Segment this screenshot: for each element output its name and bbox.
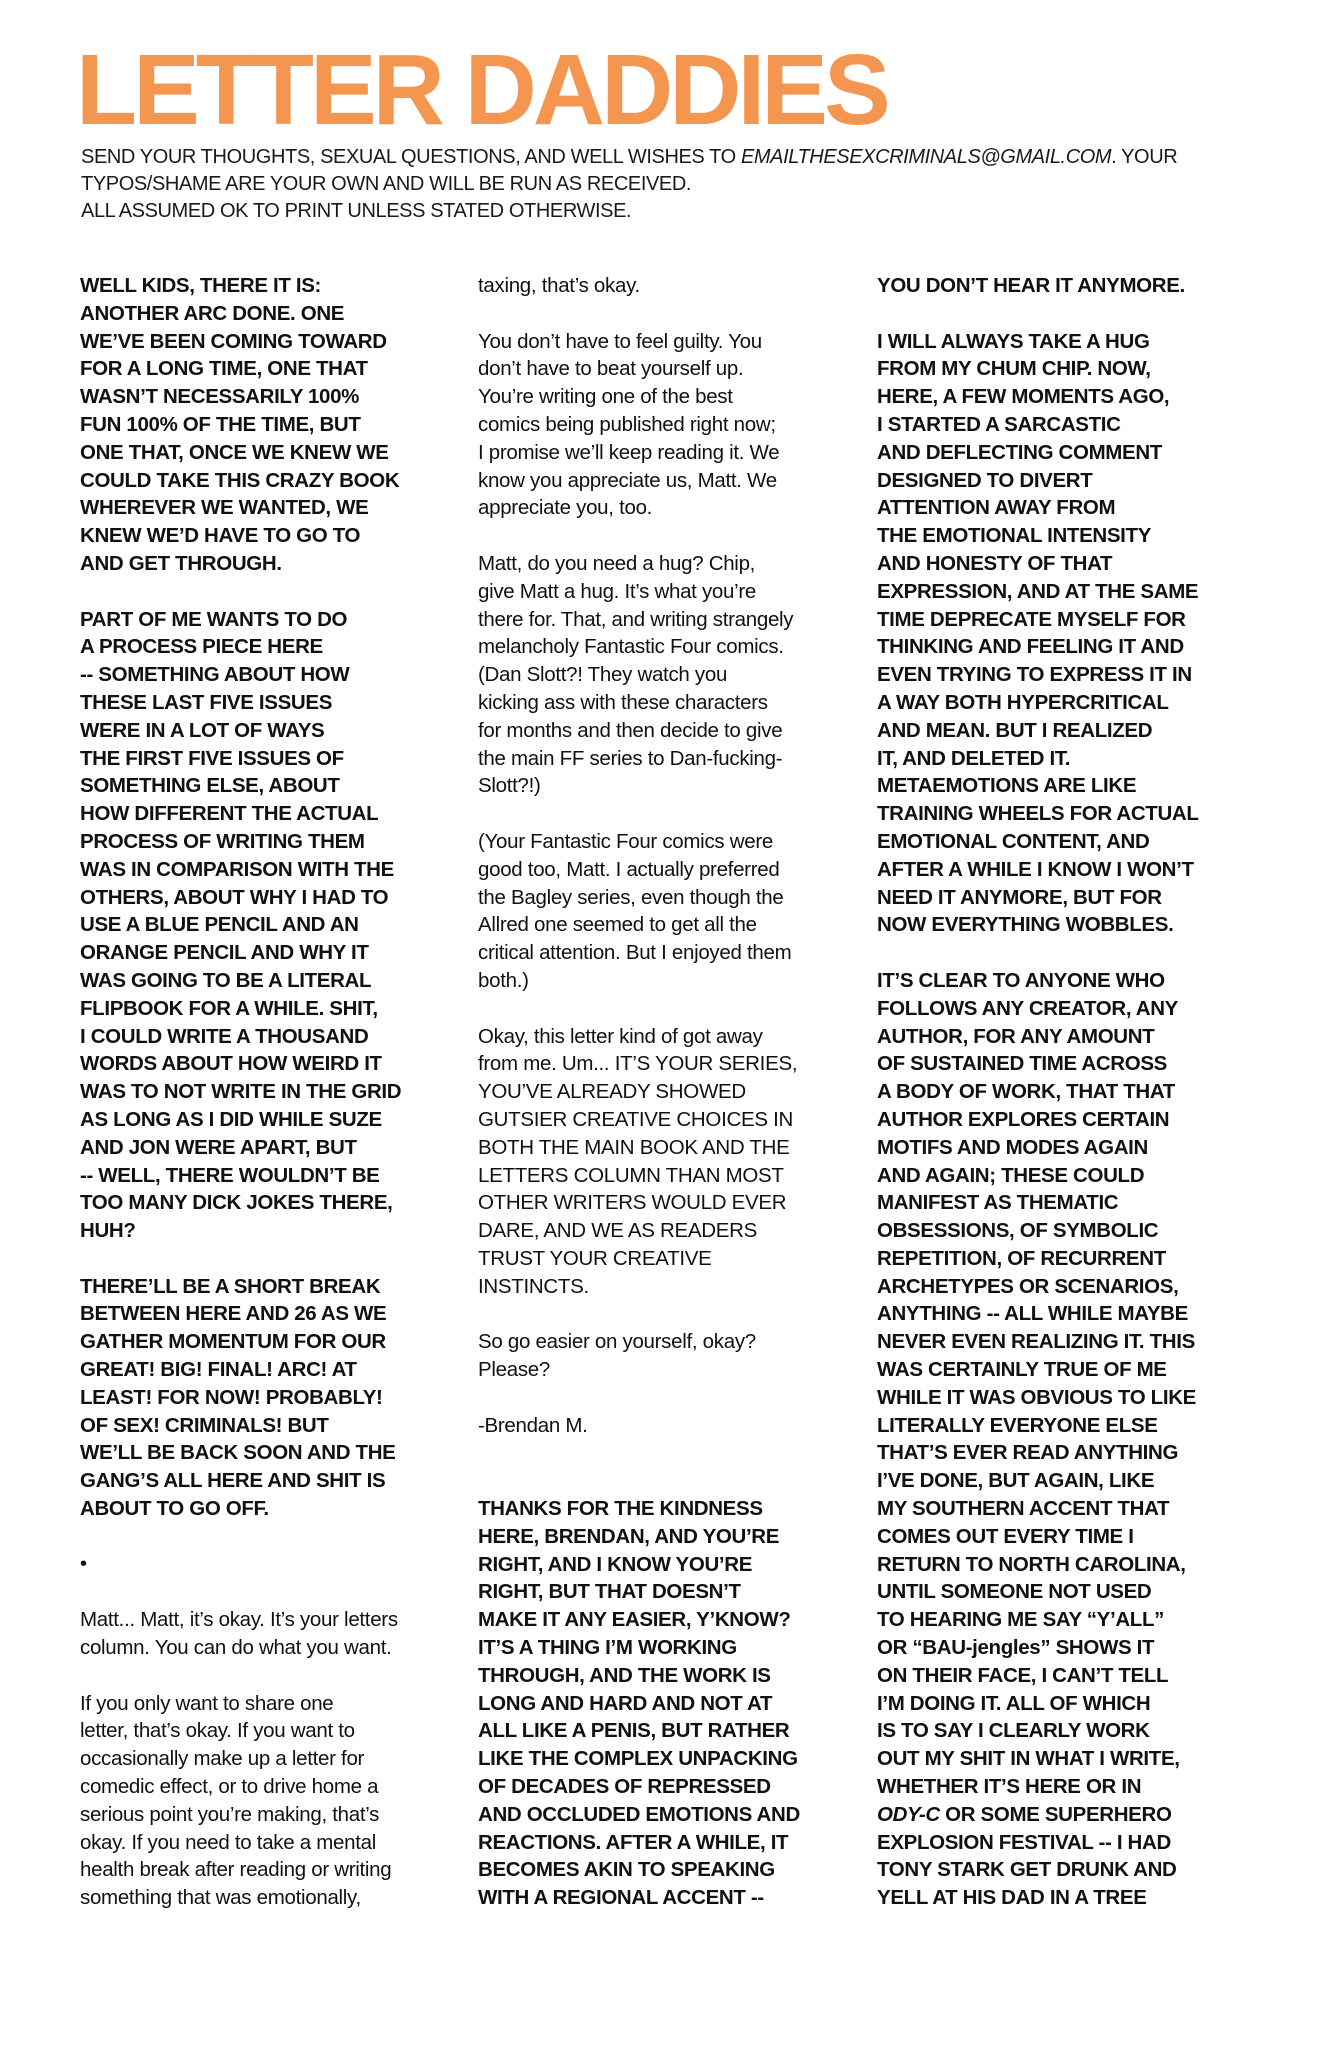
- text-line: IT’S A THING I’M WORKING: [478, 1636, 737, 1660]
- letter-paragraph: [478, 328, 868, 523]
- text-line: the Bagley series, even though the: [478, 885, 784, 909]
- editor-response-paragraph: [877, 272, 1267, 300]
- text-line: WHILE IT WAS OBVIOUS TO LIKE: [877, 1385, 1196, 1409]
- text-line: LEAST! FOR NOW! PROBABLY!: [80, 1385, 383, 1409]
- text-line: okay. If you need to take a mental: [80, 1830, 376, 1854]
- text-line: Okay, this letter kind of got away: [478, 1024, 763, 1048]
- text-line: AND GET THROUGH.: [80, 551, 282, 575]
- text-line: OUT MY SHIT IN WHAT I WRITE,: [877, 1747, 1180, 1771]
- italic-title: ODY-C: [877, 1802, 940, 1826]
- text-line: INSTINCTS.: [478, 1274, 589, 1298]
- text-line: ARCHETYPES OR SCENARIOS,: [877, 1274, 1179, 1298]
- text-line: taxing, that’s okay.: [478, 274, 640, 297]
- text-line: YELL AT HIS DAD IN A TREE: [877, 1886, 1147, 1910]
- text-line: BECOMES AKIN TO SPEAKING: [478, 1858, 775, 1882]
- text-line: Allred one seemed to get all the: [478, 913, 757, 937]
- text-line: WHETHER IT’S HERE OR IN: [877, 1775, 1142, 1799]
- text-line: AND DEFLECTING COMMENT: [877, 440, 1162, 464]
- text-line: AND OCCLUDED EMOTIONS AND: [478, 1802, 800, 1826]
- text-line: AND MEAN. BUT I REALIZED: [877, 718, 1153, 742]
- text-line: IT’S CLEAR TO ANYONE WHO: [877, 968, 1165, 992]
- text-line: WITH A REGIONAL ACCENT --: [478, 1886, 764, 1910]
- text-line: letter, that’s okay. If you want to: [80, 1719, 355, 1743]
- text-line: EXPLOSION FESTIVAL -- I HAD: [877, 1830, 1171, 1854]
- text-line: there for. That, and writing strangely: [478, 607, 794, 631]
- text-line: DARE, AND WE AS READERS: [478, 1219, 758, 1243]
- text-line: for months and then decide to give: [478, 718, 783, 742]
- text-line: FLIPBOOK FOR A WHILE. SHIT,: [80, 996, 378, 1020]
- line-text: OR SOME SUPERHERO: [939, 1802, 1172, 1826]
- text-line: OTHERS, ABOUT WHY I HAD TO: [80, 885, 389, 909]
- text-line: WE’VE BEEN COMING TOWARD: [80, 329, 387, 353]
- text-line: LETTERS COLUMN THAN MOST: [478, 1163, 784, 1187]
- text-line: AND AGAIN; THESE COULD: [877, 1163, 1145, 1187]
- text-line: something that was emotionally,: [80, 1886, 361, 1910]
- letter-paragraph: [478, 550, 868, 800]
- text-line: I’M DOING IT. ALL OF WHICH: [877, 1691, 1151, 1715]
- text-line: RIGHT, AND I KNOW YOU’RE: [478, 1552, 753, 1576]
- text-line: -Brendan M.: [478, 1413, 588, 1437]
- text-line: HUH?: [80, 1219, 136, 1243]
- instructions-text: . YOUR: [1111, 146, 1178, 168]
- text-line: Matt, do you need a hug? Chip,: [478, 551, 756, 575]
- text-line: GANG’S ALL HERE AND SHIT IS: [80, 1469, 386, 1493]
- text-line: A BODY OF WORK, THAT THAT: [877, 1080, 1175, 1104]
- section-divider-bullet: [80, 1551, 470, 1579]
- text-line: A WAY BOTH HYPERCRITICAL: [877, 690, 1169, 714]
- text-line: If you only want to share one: [80, 1691, 334, 1715]
- text-line: the main FF series to Dan-fucking-: [478, 746, 783, 770]
- text-line: EVEN TRYING TO EXPRESS IT IN: [877, 663, 1192, 687]
- text-line: WAS IN COMPARISON WITH THE: [80, 857, 394, 881]
- text-line: Please?: [478, 1358, 550, 1382]
- editor-response-paragraph: [80, 1273, 470, 1523]
- text-line: FOLLOWS ANY CREATOR, ANY: [877, 996, 1179, 1020]
- text-line: WAS GOING TO BE A LITERAL: [80, 968, 372, 992]
- text-line: REPETITION, OF RECURRENT: [877, 1246, 1166, 1270]
- text-line: Slott?!): [478, 774, 541, 798]
- letter-paragraph: [80, 1690, 470, 1912]
- column-1: [80, 272, 470, 1940]
- text-line: (Dan Slott?! They watch you: [478, 663, 728, 687]
- column-3: [877, 272, 1267, 1940]
- editor-response-paragraph: [478, 1495, 868, 1912]
- text-line: OBSESSIONS, OF SYMBOLIC: [877, 1219, 1159, 1243]
- text-line: ORANGE PENCIL AND WHY IT: [80, 941, 369, 965]
- text-line: comics being published right now;: [478, 412, 776, 436]
- editor-response-paragraph: [80, 272, 470, 578]
- text-line: OTHER WRITERS WOULD EVER: [478, 1191, 787, 1215]
- text-line: WAS CERTAINLY TRUE OF ME: [877, 1358, 1167, 1382]
- text-line: FROM MY CHUM CHIP. NOW,: [877, 357, 1151, 381]
- text-line: ATTENTION AWAY FROM: [877, 496, 1116, 520]
- submission-instructions: [81, 144, 1301, 225]
- letter-paragraph: [478, 1023, 868, 1301]
- page-title: LETTER DADDIES: [76, 34, 887, 146]
- text-line: WERE IN A LOT OF WAYS: [80, 718, 325, 742]
- text-line: ALL LIKE A PENIS, BUT RATHER: [478, 1719, 790, 1743]
- text-line: You’re writing one of the best: [478, 385, 733, 409]
- text-line: MANIFEST AS THEMATIC: [877, 1191, 1119, 1215]
- text-line: melancholy Fantastic Four comics.: [478, 635, 784, 659]
- text-line: YOU DON’T HEAR IT ANYMORE.: [877, 274, 1185, 297]
- text-line: THE EMOTIONAL INTENSITY: [877, 524, 1152, 548]
- text-line: ANYTHING -- ALL WHILE MAYBE: [877, 1302, 1188, 1326]
- text-line: serious point you’re making, that’s: [80, 1802, 380, 1826]
- text-line: I WILL ALWAYS TAKE A HUG: [877, 329, 1150, 353]
- text-line: PROCESS OF WRITING THEM: [80, 829, 365, 853]
- text-line: -- WELL, THERE WOULDN’T BE: [80, 1163, 380, 1187]
- text-line: Matt... Matt, it’s okay. It’s your letters: [80, 1608, 398, 1632]
- text-line: (Your Fantastic Four comics were: [478, 829, 773, 853]
- text-line: PART OF ME WANTS TO DO: [80, 607, 348, 631]
- text-line: THROUGH, AND THE WORK IS: [478, 1663, 771, 1687]
- text-line: FOR A LONG TIME, ONE THAT: [80, 357, 368, 381]
- column-2: [478, 272, 868, 1940]
- text-line: GUTSIER CREATIVE CHOICES IN: [478, 1107, 794, 1131]
- text-line: I STARTED A SARCASTIC: [877, 412, 1121, 436]
- text-line: know you appreciate us, Matt. We: [478, 468, 777, 492]
- text-line: TO HEARING ME SAY “Y’ALL”: [877, 1608, 1165, 1632]
- text-line: YOU’VE ALREADY SHOWED: [478, 1080, 746, 1104]
- text-line: EMOTIONAL CONTENT, AND: [877, 829, 1150, 853]
- text-line: I’VE DONE, BUT AGAIN, LIKE: [877, 1469, 1155, 1493]
- text-line: AND JON WERE APART, BUT: [80, 1135, 357, 1159]
- text-line: SOMETHING ELSE, ABOUT: [80, 774, 340, 798]
- text-line: TONY STARK GET DRUNK AND: [877, 1858, 1177, 1882]
- text-line: BETWEEN HERE AND 26 AS WE: [80, 1302, 387, 1326]
- letter-paragraph: [478, 828, 868, 995]
- text-line: DESIGNED TO DIVERT: [877, 468, 1093, 492]
- text-line: OF SEX! CRIMINALS! BUT: [80, 1413, 329, 1437]
- text-line: THANKS FOR THE KINDNESS: [478, 1497, 763, 1521]
- text-line: I promise we’ll keep reading it. We: [478, 440, 780, 464]
- text-line: THERE’LL BE A SHORT BREAK: [80, 1274, 381, 1298]
- editor-response-paragraph: [80, 606, 470, 1245]
- text-line: COMES OUT EVERY TIME I: [877, 1524, 1134, 1548]
- text-line: HOW DIFFERENT THE ACTUAL: [80, 802, 379, 826]
- text-line: THINKING AND FEELING IT AND: [877, 635, 1184, 659]
- text-line: TOO MANY DICK JOKES THERE,: [80, 1191, 393, 1215]
- text-line: critical attention. But I enjoyed them: [478, 941, 792, 965]
- text-line: IT, AND DELETED IT.: [877, 746, 1071, 770]
- text-line: UNTIL SOMEONE NOT USED: [877, 1580, 1152, 1604]
- text-line: ANOTHER ARC DONE. ONE: [80, 301, 345, 325]
- text-line: REACTIONS. AFTER A WHILE, IT: [478, 1830, 789, 1854]
- editor-response-paragraph: [877, 967, 1267, 1912]
- instructions-line-3: ALL ASSUMED OK TO PRINT UNLESS STATED OTHERWISE.: [81, 200, 632, 222]
- text-line: AND HONESTY OF THAT: [877, 551, 1113, 575]
- text-line: METAEMOTIONS ARE LIKE: [877, 774, 1137, 798]
- instructions-text: SEND YOUR THOUGHTS, SEXUAL QUESTIONS, AND WELL WISHES TO: [81, 146, 741, 168]
- text-line: RETURN TO NORTH CAROLINA,: [877, 1552, 1186, 1576]
- text-line: good too, Matt. I actually preferred: [478, 857, 780, 881]
- text-line: MOTIFS AND MODES AGAIN: [877, 1135, 1148, 1159]
- text-line: So go easier on yourself, okay?: [478, 1330, 756, 1354]
- text-line: GATHER MOMENTUM FOR OUR: [80, 1330, 386, 1354]
- text-line: THE FIRST FIVE ISSUES OF: [80, 746, 344, 770]
- text-line: TRAINING WHEELS FOR ACTUAL: [877, 802, 1199, 826]
- text-line: WHEREVER WE WANTED, WE: [80, 496, 369, 520]
- text-line: MY SOUTHERN ACCENT THAT: [877, 1497, 1170, 1521]
- text-line: LONG AND HARD AND NOT AT: [478, 1691, 773, 1715]
- text-line: LITERALLY EVERYONE ELSE: [877, 1413, 1158, 1437]
- text-line: ABOUT TO GO OFF.: [80, 1497, 269, 1521]
- text-line: comedic effect, or to drive home a: [80, 1775, 379, 1799]
- instructions-line-1: [81, 144, 1301, 171]
- text-line: WAS TO NOT WRITE IN THE GRID: [80, 1080, 402, 1104]
- text-line: OF DECADES OF REPRESSED: [478, 1775, 771, 1799]
- text-line: AS LONG AS I DID WHILE SUZE: [80, 1107, 382, 1131]
- text-line: kicking ass with these characters: [478, 690, 768, 714]
- text-line: -- SOMETHING ABOUT HOW: [80, 663, 350, 687]
- text-line: THESE LAST FIVE ISSUES: [80, 690, 333, 714]
- text-line: RIGHT, BUT THAT DOESN’T: [478, 1580, 741, 1604]
- text-line: ONE THAT, ONCE WE KNEW WE: [80, 440, 389, 464]
- letter-paragraph: [478, 272, 868, 300]
- text-line: KNEW WE’D HAVE TO GO TO: [80, 524, 361, 548]
- text-line: HERE, A FEW MOMENTS AGO,: [877, 385, 1170, 409]
- text-line: AFTER A WHILE I KNOW I WON’T: [877, 857, 1194, 881]
- text-line: NEED IT ANYMORE, BUT FOR: [877, 885, 1162, 909]
- text-line: AUTHOR, FOR ANY AMOUNT: [877, 1024, 1155, 1048]
- text-line: give Matt a hug. It’s what you’re: [478, 579, 757, 603]
- text-line: both.): [478, 968, 529, 992]
- text-line: THAT’S EVER READ ANYTHING: [877, 1441, 1179, 1465]
- editor-response-paragraph: [877, 328, 1267, 940]
- text-line: MAKE IT ANY EASIER, Y’KNOW?: [478, 1608, 791, 1632]
- text-line: USE A BLUE PENCIL AND AN: [80, 913, 359, 937]
- text-line: TRUST YOUR CREATIVE: [478, 1246, 712, 1270]
- email-address[interactable]: EMAILTHESEXCRIMINALS@GMAIL.COM: [740, 146, 1112, 168]
- text-line: OF SUSTAINED TIME ACROSS: [877, 1052, 1168, 1076]
- text-line: column. You can do what you want.: [80, 1636, 392, 1660]
- text-line: appreciate you, too.: [478, 496, 653, 520]
- text-line: NOW EVERYTHING WOBBLES.: [877, 913, 1174, 937]
- instructions-line-2: TYPOS/SHAME ARE YOUR OWN AND WILL BE RUN AS RECEIVED.: [81, 173, 692, 195]
- text-line: COULD TAKE THIS CRAZY BOOK: [80, 468, 400, 492]
- text-line: WE’LL BE BACK SOON AND THE: [80, 1441, 396, 1465]
- letter-paragraph: [478, 1412, 868, 1440]
- text-line: GREAT! BIG! FINAL! ARC! AT: [80, 1358, 357, 1382]
- text-line: •: [80, 1552, 88, 1575]
- text-line: [877, 1801, 1267, 1829]
- text-line: A PROCESS PIECE HERE: [80, 635, 323, 659]
- text-line: I COULD WRITE A THOUSAND: [80, 1024, 369, 1048]
- text-line: OR “BAU-jengles” SHOWS IT: [877, 1636, 1155, 1660]
- text-line: WASN’T NECESSARILY 100%: [80, 385, 360, 409]
- text-line: WELL KIDS, THERE IT IS:: [80, 274, 321, 297]
- letter-paragraph: [478, 1328, 868, 1384]
- text-line: don’t have to beat yourself up.: [478, 357, 744, 381]
- text-line: You don’t have to feel guilty. You: [478, 329, 762, 353]
- text-line: TIME DEPRECATE MYSELF FOR: [877, 607, 1186, 631]
- text-line: occasionally make up a letter for: [80, 1747, 365, 1771]
- text-line: WORDS ABOUT HOW WEIRD IT: [80, 1052, 382, 1076]
- letter-paragraph: [80, 1606, 470, 1662]
- text-line: AUTHOR EXPLORES CERTAIN: [877, 1107, 1170, 1131]
- text-line: LIKE THE COMPLEX UNPACKING: [478, 1747, 798, 1771]
- text-line: from me. Um... IT’S YOUR SERIES,: [478, 1052, 798, 1076]
- text-line: health break after reading or writing: [80, 1858, 392, 1882]
- text-line: NEVER EVEN REALIZING IT. THIS: [877, 1330, 1195, 1354]
- text-line: FUN 100% OF THE TIME, BUT: [80, 412, 361, 436]
- text-line: HERE, BRENDAN, AND YOU’RE: [478, 1524, 780, 1548]
- text-line: EXPRESSION, AND AT THE SAME: [877, 579, 1199, 603]
- text-line: ON THEIR FACE, I CAN’T TELL: [877, 1663, 1169, 1687]
- text-line: IS TO SAY I CLEARLY WORK: [877, 1719, 1150, 1743]
- text-line: BOTH THE MAIN BOOK AND THE: [478, 1135, 790, 1159]
